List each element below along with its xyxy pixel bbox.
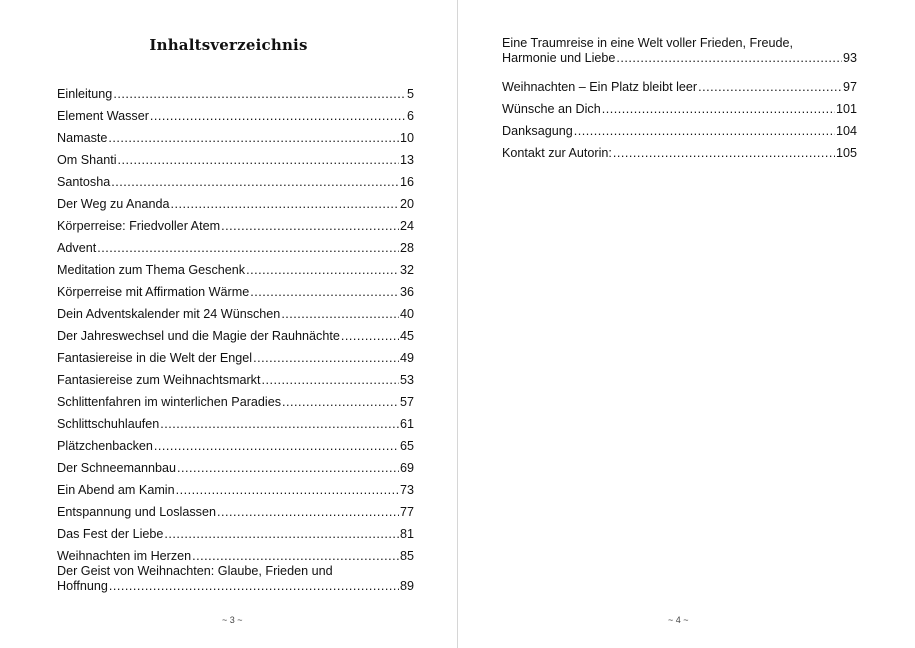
toc-entry-title: Einleitung [57, 87, 113, 101]
dot-leader [261, 373, 399, 388]
toc-entry [57, 542, 414, 564]
toc-entry-title: Namaste [57, 131, 108, 145]
toc-entry-page: 28 [399, 241, 414, 255]
toc-entry-title: Der Geist von Weihnachten: Glaube, Frieden und [57, 564, 333, 578]
toc-entry [57, 344, 414, 366]
dot-leader [616, 51, 842, 66]
toc-entry [57, 190, 414, 212]
toc-entry-page: 89 [399, 579, 414, 593]
dot-leader [177, 461, 399, 476]
toc-entry [57, 234, 414, 256]
dot-leader [281, 307, 399, 322]
dot-leader [253, 351, 399, 366]
toc-entry [57, 520, 414, 542]
dot-leader [250, 285, 399, 300]
dot-leader [282, 395, 399, 410]
toc-entry-page: 65 [399, 439, 414, 453]
toc-entry [57, 410, 414, 432]
toc-entry-title: Körperreise: Friedvoller Atem [57, 219, 221, 233]
toc-entry-title: Om Shanti [57, 153, 117, 167]
toc-entry [57, 366, 414, 388]
toc-entry-title: Kontakt zur Autorin: [502, 146, 612, 160]
toc-entry [57, 454, 414, 476]
dot-leader [602, 102, 835, 117]
toc-entry-title: Dein Adventskalender mit 24 Wünschen [57, 307, 281, 321]
dot-leader [192, 549, 399, 564]
toc-entry-title: Advent [57, 241, 97, 255]
dot-leader [113, 87, 406, 102]
toc-entry-page: 6 [406, 109, 414, 123]
toc-entry-title: Ein Abend am Kamin [57, 483, 175, 497]
toc-entry [57, 322, 414, 344]
toc-entry [57, 564, 414, 601]
toc-entry-page: 104 [835, 124, 857, 138]
toc-entry-title: Danksagung [502, 124, 573, 138]
toc-entry-title: Santosha [57, 175, 111, 189]
dot-leader [170, 197, 399, 212]
toc-entry-title: Plätzchenbacken [57, 439, 153, 453]
dot-leader [574, 124, 835, 139]
toc-entry [502, 36, 857, 73]
dot-leader [176, 483, 399, 498]
toc-entry-title: Der Weg zu Ananda [57, 197, 170, 211]
toc-entry-page: 20 [399, 197, 414, 211]
dot-leader [154, 439, 399, 454]
toc-entry [57, 300, 414, 322]
dot-leader [217, 505, 399, 520]
toc-entry-title: Weihnachten – Ein Platz bleibt leer [502, 80, 698, 94]
toc-entry-title: Fantasiereise zum Weihnachtsmarkt [57, 373, 261, 387]
toc-entry-page: 61 [399, 417, 414, 431]
toc-entry-title: Körperreise mit Affirmation Wärme [57, 285, 250, 299]
toc-entry-page: 16 [399, 175, 414, 189]
toc-entry-page: 49 [399, 351, 414, 365]
toc-entry-title: Weihnachten im Herzen [57, 549, 192, 563]
toc-entry [57, 498, 414, 520]
dot-leader [160, 417, 399, 432]
toc-entry-page: 13 [399, 153, 414, 167]
toc-entry-title-continued: Harmonie und Liebe [502, 51, 616, 65]
page-number-right: ~ 4 ~ [668, 615, 689, 625]
toc-entry-title-continued: Hoffnung [57, 579, 108, 593]
toc-entry-page: 36 [399, 285, 414, 299]
toc-entry-page: 45 [399, 329, 414, 343]
dot-leader [221, 219, 399, 234]
toc-entry-page: 69 [399, 461, 414, 475]
toc-entry [57, 476, 414, 498]
dot-leader [613, 146, 835, 161]
toc-entry-title: Meditation zum Thema Geschenk [57, 263, 246, 277]
dot-leader [246, 263, 399, 278]
toc-entry-page: 5 [406, 87, 414, 101]
toc-entry-title: Wünsche an Dich [502, 102, 601, 116]
toc-entry-page: 57 [399, 395, 414, 409]
toc-entry [57, 432, 414, 454]
toc-entry [57, 124, 414, 146]
toc-list-left [57, 80, 414, 601]
toc-entry-title: Element Wasser [57, 109, 149, 123]
toc-entry [502, 73, 857, 95]
dot-leader [109, 579, 399, 594]
toc-entry-title: Der Jahreswechsel und die Magie der Rauhnächte [57, 329, 340, 343]
dot-leader [341, 329, 399, 344]
toc-entry [57, 146, 414, 168]
dot-leader [164, 527, 399, 542]
toc-entry-page: 101 [835, 102, 857, 116]
toc-entry-page: 40 [399, 307, 414, 321]
toc-entry-title: Der Schneemannbau [57, 461, 177, 475]
toc-entry-page: 32 [399, 263, 414, 277]
toc-entry-page: 73 [399, 483, 414, 497]
toc-entry [502, 139, 857, 161]
toc-entry-page: 93 [842, 51, 857, 65]
toc-entry-title: Entspannung und Loslassen [57, 505, 216, 519]
toc-entry-page: 105 [835, 146, 857, 160]
toc-entry-page: 97 [842, 80, 857, 94]
toc-entry-page: 10 [399, 131, 414, 145]
toc-entry-title: Das Fest der Liebe [57, 527, 164, 541]
dot-leader [698, 80, 842, 95]
dot-leader [111, 175, 399, 190]
dot-leader [118, 153, 399, 168]
dot-leader [150, 109, 406, 124]
dot-leader [97, 241, 399, 256]
toc-entry [57, 256, 414, 278]
toc-entry [502, 95, 857, 117]
toc-entry-page: 85 [399, 549, 414, 563]
toc-entry-page: 53 [399, 373, 414, 387]
toc-entry [57, 212, 414, 234]
page-number-left: ~ 3 ~ [222, 615, 243, 625]
toc-entry [57, 168, 414, 190]
right-page [458, 0, 915, 648]
left-page [0, 0, 457, 648]
toc-entry-page: 77 [399, 505, 414, 519]
toc-entry [57, 80, 414, 102]
toc-entry-title: Eine Traumreise in eine Welt voller Frieden, Freude, [502, 36, 793, 50]
toc-entry [57, 102, 414, 124]
toc-entry [502, 117, 857, 139]
toc-entry [57, 278, 414, 300]
toc-entry-page: 24 [399, 219, 414, 233]
toc-entry-page: 81 [399, 527, 414, 541]
toc-entry-title: Fantasiereise in die Welt der Engel [57, 351, 253, 365]
toc-entry-title: Schlittenfahren im winterlichen Paradies [57, 395, 282, 409]
page-title: Inhaltsverzeichnis [149, 36, 308, 54]
toc-entry [57, 388, 414, 410]
toc-entry-title: Schlittschuhlaufen [57, 417, 160, 431]
dot-leader [108, 131, 399, 146]
toc-list-right [502, 36, 857, 161]
